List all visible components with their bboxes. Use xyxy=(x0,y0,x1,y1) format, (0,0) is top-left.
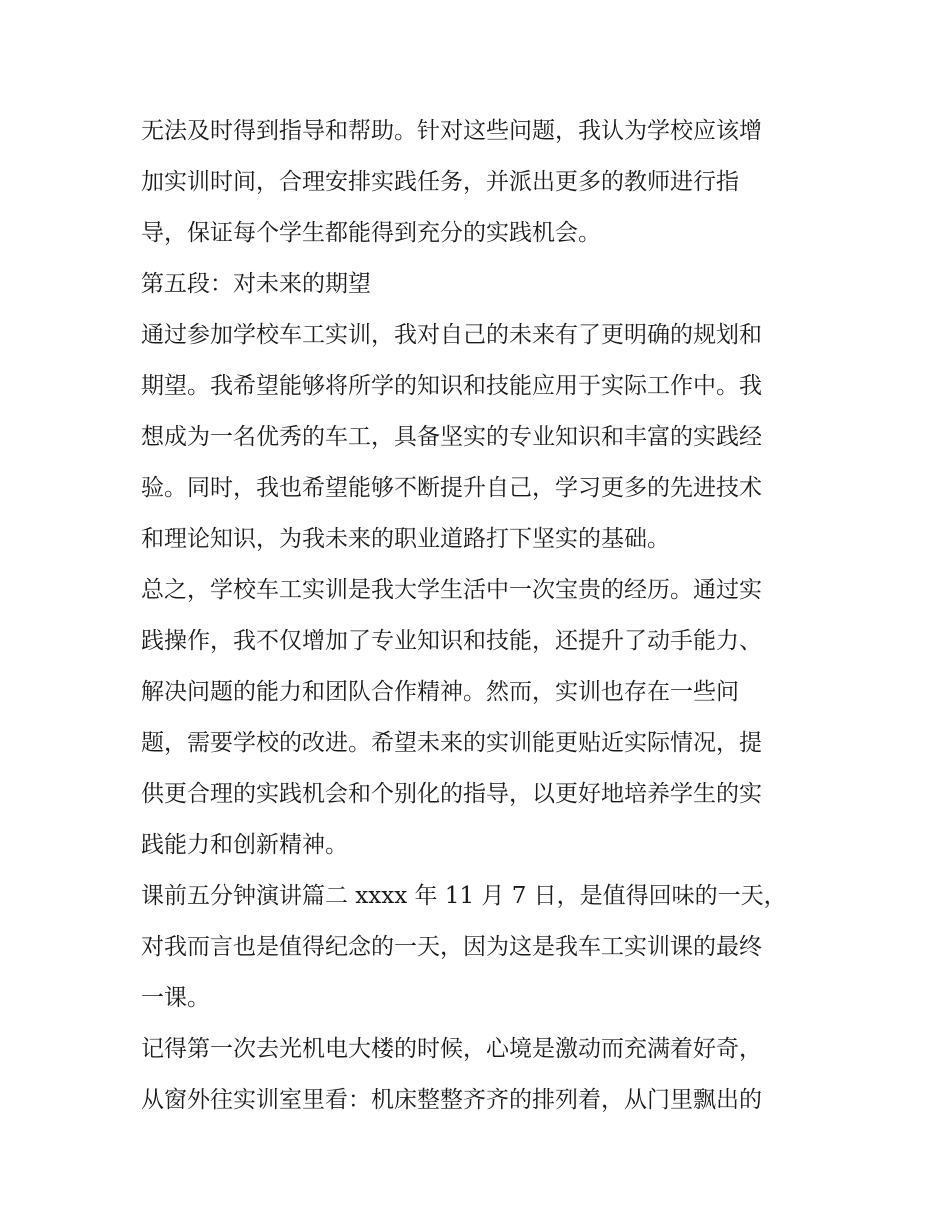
text-line: 期望。我希望能够将所学的知识和技能应用于实际工作中。我 xyxy=(141,373,762,399)
section-heading: 第五段：对未来的期望 xyxy=(141,271,371,297)
text-line: 践操作，我不仅增加了专业知识和技能，还提升了动手能力、 xyxy=(141,628,762,654)
text-line: 从窗外往实训室里看：机床整整齐齐的排列着，从门里飘出的 xyxy=(141,1087,762,1113)
text-line: 一课。 xyxy=(141,985,210,1011)
text-line: 无法及时得到指导和帮助。针对这些问题，我认为学校应该增 xyxy=(141,118,762,144)
text-line: 通过参加学校车工实训，我对自己的未来有了更明确的规划和 xyxy=(141,322,762,348)
text-line: 题，需要学校的改进。希望未来的实训能更贴近实际情况，提 xyxy=(141,730,762,756)
text-line: 验。同时，我也希望能够不断提升自己，学习更多的先进技术 xyxy=(141,475,762,501)
text-line: 导，保证每个学生都能得到充分的实践机会。 xyxy=(141,220,601,246)
text-line: 记得第一次去光机电大楼的时候，心境是激动而充满着好奇， xyxy=(141,1036,762,1062)
text-line: 加实训时间，合理安排实践任务，并派出更多的教师进行指 xyxy=(141,169,739,195)
text-line: 供更合理的实践机会和个别化的指导，以更好地培养学生的实 xyxy=(141,781,762,807)
document-body xyxy=(141,106,816,1126)
text-line: 想成为一名优秀的车工，具备坚实的专业知识和丰富的实践经 xyxy=(141,424,762,450)
text-line: 践能力和创新精神。 xyxy=(141,832,348,858)
text-line: 解决问题的能力和团队合作精神。然而，实训也存在一些问 xyxy=(141,679,739,705)
text-line: 课前五分钟演讲篇二 xxxx 年 11 月 7 日，是值得回味的一天， xyxy=(141,883,787,909)
text-line: 总之，学校车工实训是我大学生活中一次宝贵的经历。通过实 xyxy=(141,577,762,603)
text-line: 和理论知识，为我未来的职业道路打下坚实的基础。 xyxy=(141,526,670,552)
text-line: 对我而言也是值得纪念的一天，因为这是我车工实训课的最终 xyxy=(141,934,762,960)
